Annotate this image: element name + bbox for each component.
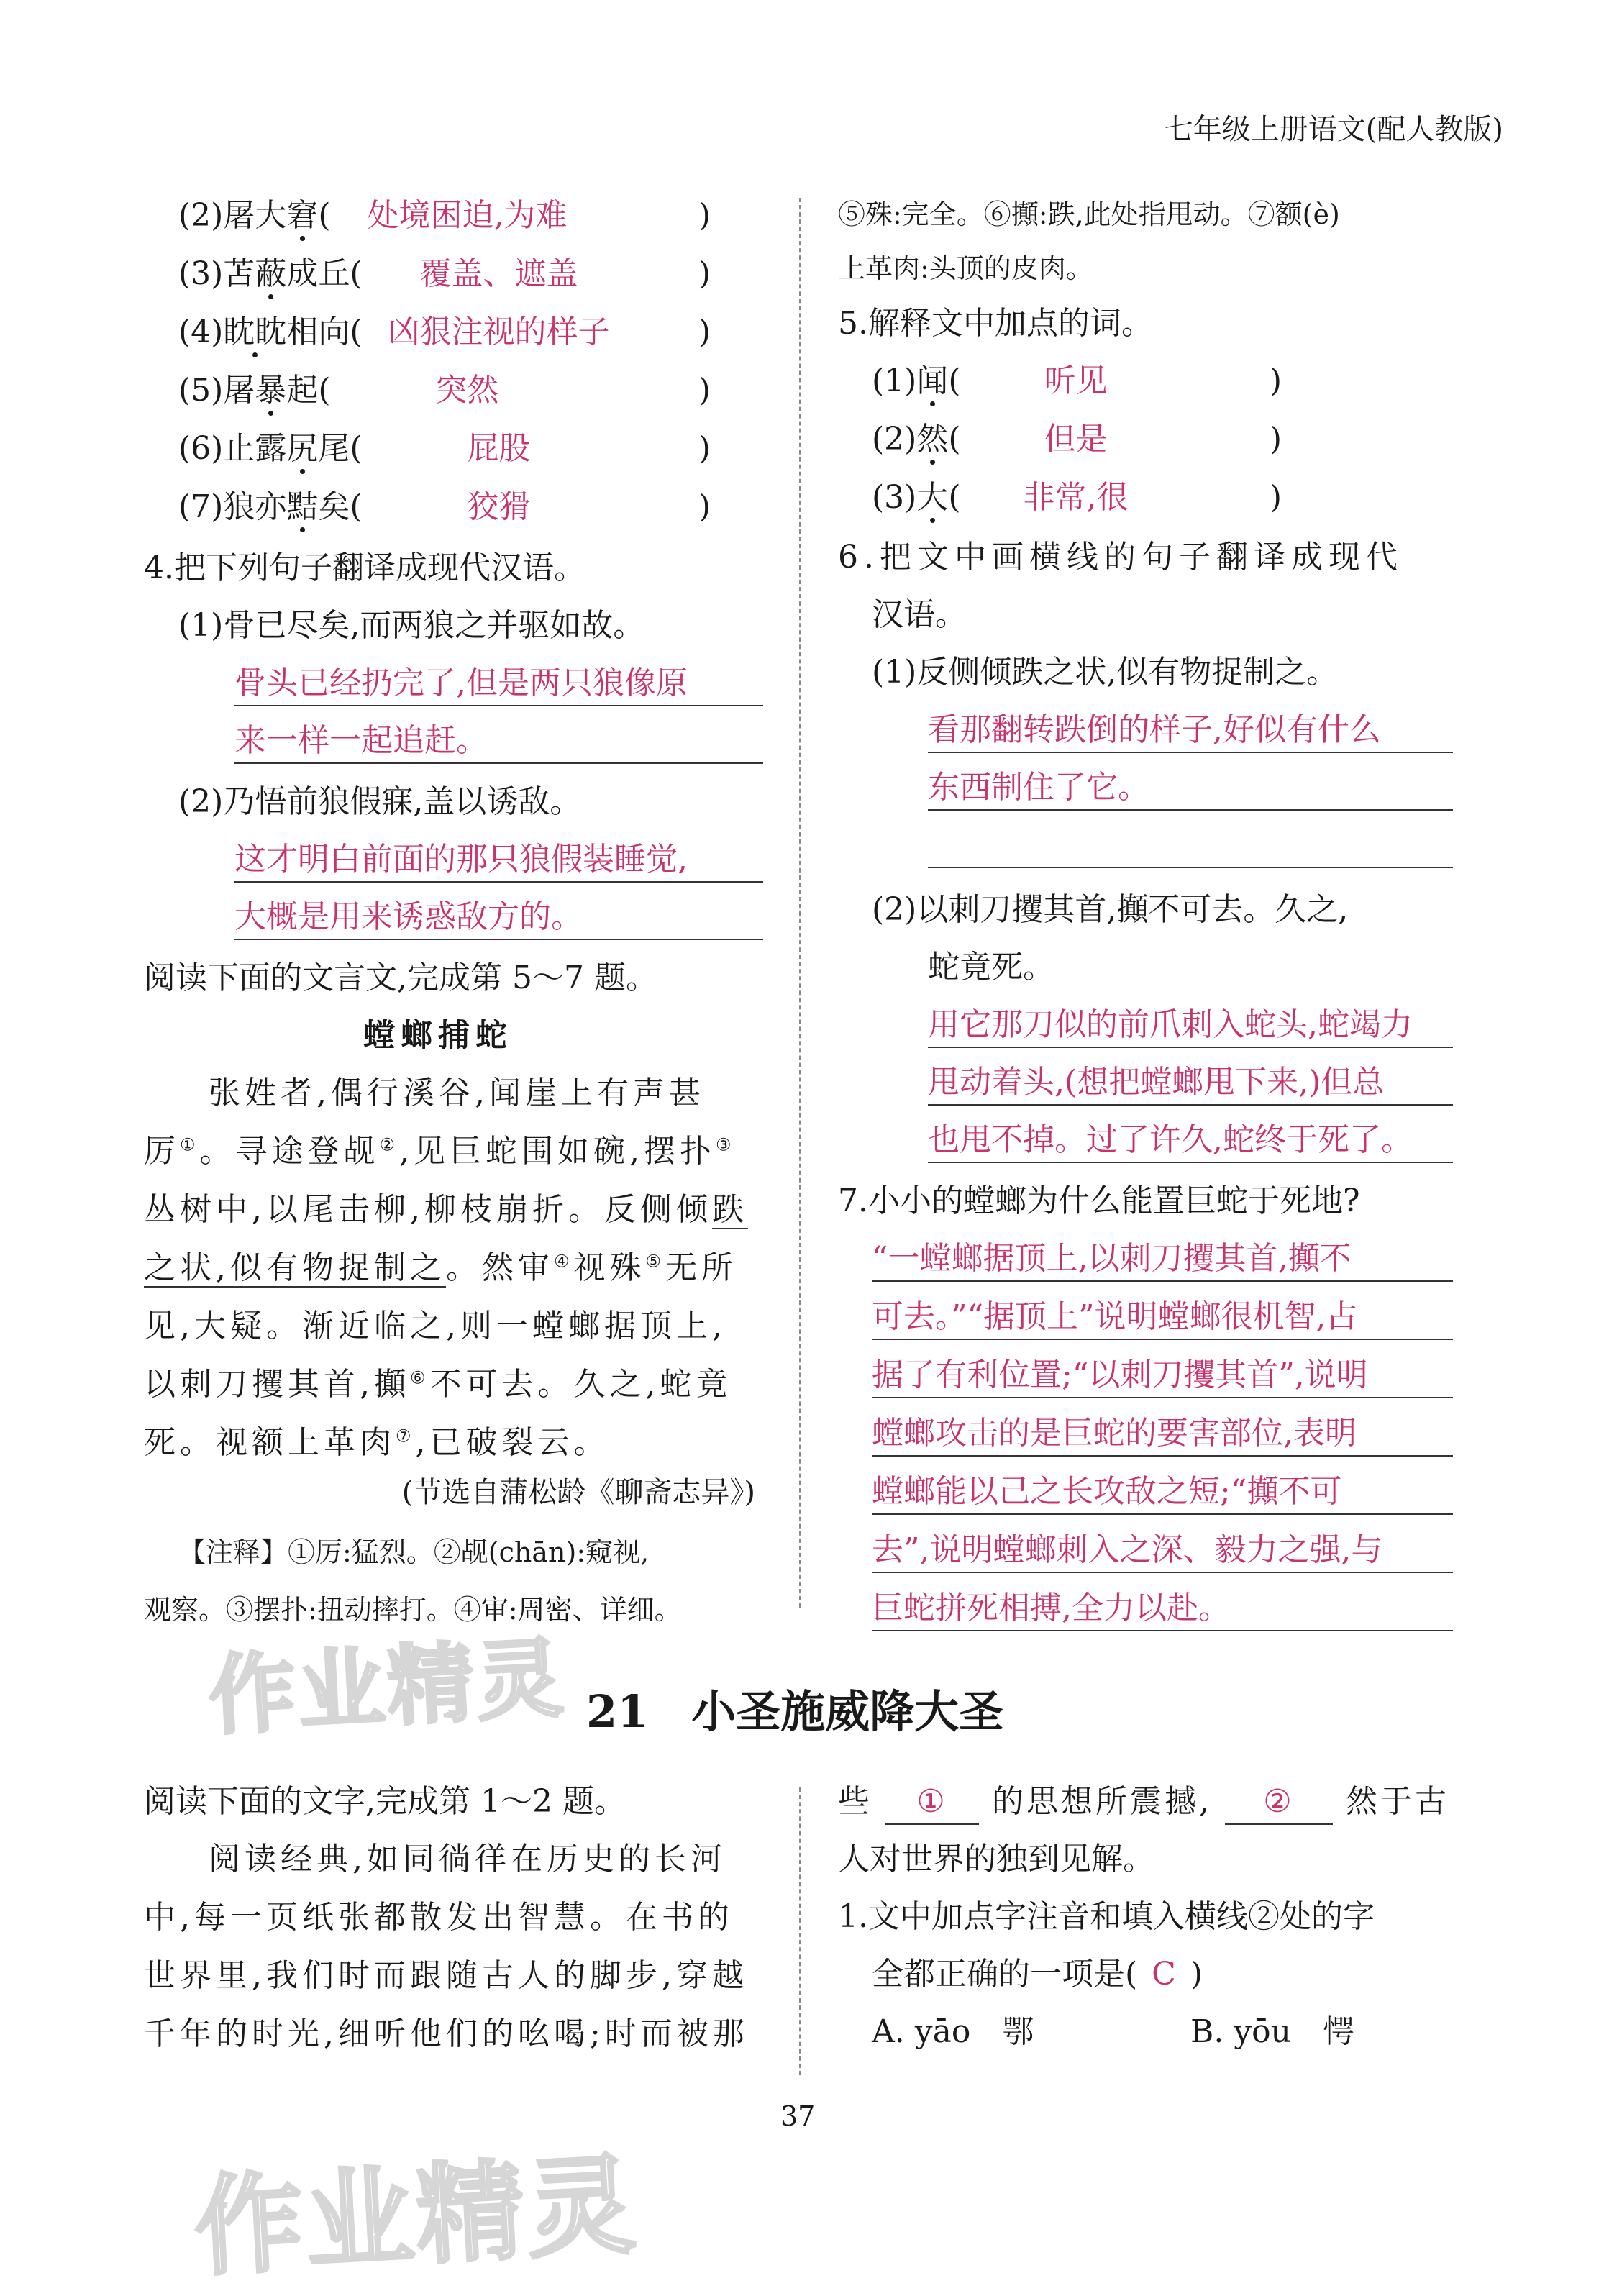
passage-char: 审 xyxy=(518,1249,554,1286)
q4-2-answer-line2: 大概是用来诱惑敌方的。 xyxy=(234,896,763,940)
passage-char: 裂 xyxy=(501,1424,538,1461)
passage-char: 见 xyxy=(414,1133,450,1170)
vocab-dotted-word: 黠 xyxy=(286,488,319,525)
q5-label: (2) xyxy=(872,421,917,457)
notes-cont-line2: 上革肉:头顶的皮肉。 xyxy=(838,252,1093,284)
passage-char: 跌 xyxy=(712,1191,748,1228)
bottom-passage-line: 世界里,我们时而跟随古人的脚步,穿越 xyxy=(144,1957,748,1994)
q6-title-line1: 6.把文中画横线的句子翻译成现代 xyxy=(838,539,1403,575)
close-paren: ) xyxy=(1269,363,1282,399)
q7-answer-line: 据了有利位置;“以刺刀攫其首”,说明 xyxy=(872,1354,1453,1398)
vocab-answer: 处境困迫,为难 xyxy=(367,197,568,234)
passage-char: 蛇 xyxy=(660,1366,696,1403)
passage-char: , xyxy=(216,1249,230,1286)
bottom-intro: 阅读下面的文字,完成第 1～2 题。 xyxy=(144,1783,626,1820)
q4-title: 4.把下列句子翻译成现代汉语。 xyxy=(144,550,585,586)
option-b[interactable]: B. yōu 愕 xyxy=(1190,2013,1354,2050)
passage-char: , xyxy=(629,1133,644,1170)
passage-char: , xyxy=(360,1366,374,1403)
vocab-prefix: (5)屠 xyxy=(178,372,255,409)
passage-char: 柳 xyxy=(374,1191,410,1228)
blank-1 xyxy=(885,1780,979,1825)
passage-char: 之 xyxy=(410,1308,446,1344)
passage-char: 见 xyxy=(144,1308,180,1344)
passage-line xyxy=(144,1421,610,1464)
q5-answer: 但是 xyxy=(1044,421,1108,457)
passage-char: 巨 xyxy=(450,1133,486,1170)
passage-char: 久 xyxy=(573,1366,610,1403)
passage-char: 中 xyxy=(216,1191,252,1228)
q5-item xyxy=(872,418,1282,461)
passage-char: 碗 xyxy=(593,1133,630,1170)
q5-label: (3) xyxy=(872,479,917,516)
passage-char: 革 xyxy=(324,1424,360,1461)
text: 然于古 xyxy=(1346,1783,1449,1820)
q7-answer-line: 螳螂攻击的是巨蛇的要害部位,表明 xyxy=(872,1412,1453,1457)
footnote-marker: ⑤ xyxy=(645,1251,666,1272)
vocab-prefix: (6)止露 xyxy=(178,430,287,467)
vocab-item xyxy=(178,486,711,529)
passage-char: 。 xyxy=(199,1133,236,1170)
vocab-answer: 凶狠注视的样子 xyxy=(388,314,610,350)
notes-cont-line1: ⑤殊:完全。⑥攧:跌,此处指甩动。⑦额(è) xyxy=(838,199,1340,230)
passage-line xyxy=(144,1130,736,1173)
passage-char: 崩 xyxy=(496,1191,532,1228)
passage-char: 然 xyxy=(482,1249,518,1286)
q4-1-answer-line2: 来一样一起追赶。 xyxy=(234,719,763,764)
passage-char: 之 xyxy=(609,1366,646,1403)
passage-char: 张 xyxy=(209,1075,245,1111)
vocab-dotted-word: 暴 xyxy=(255,372,287,409)
passage-char: 侧 xyxy=(640,1191,676,1228)
page-number: 37 xyxy=(780,2100,816,2132)
passage-char: 螂 xyxy=(568,1308,604,1344)
passage-char: 云 xyxy=(537,1424,574,1461)
vocab-answer: 突然 xyxy=(435,372,499,409)
footnote-marker: ⑦ xyxy=(396,1426,416,1447)
passage-char: 声 xyxy=(633,1075,669,1111)
passage-char: 。 xyxy=(446,1249,482,1286)
close-paren: ) xyxy=(1269,479,1282,516)
open-paren: ( xyxy=(318,197,331,234)
footnote-marker: ③ xyxy=(716,1134,736,1155)
passage-char: 寻 xyxy=(235,1133,272,1170)
passage-char: , xyxy=(180,1308,194,1344)
passage-char: 所 xyxy=(701,1249,738,1286)
vocab-suffix: 尾 xyxy=(318,430,350,467)
q5-answer: 听见 xyxy=(1044,363,1108,399)
passage-char: , xyxy=(399,1133,414,1170)
passage-char: 之 xyxy=(144,1249,180,1286)
passage-char: 反 xyxy=(604,1191,640,1228)
passage-char: , xyxy=(252,1191,266,1228)
q6-1-answer-line2: 东西制住了它。 xyxy=(928,766,1453,811)
passage-char: 树 xyxy=(180,1191,216,1228)
passage-char: 大 xyxy=(194,1308,230,1344)
close-paren: ) xyxy=(698,430,711,467)
vocab-suffix: 起 xyxy=(286,372,319,409)
close-paren: ) xyxy=(698,488,711,525)
passage-char: 死 xyxy=(144,1424,180,1461)
q5-label: (1) xyxy=(872,363,917,399)
passage-char: 之 xyxy=(410,1249,446,1286)
passage-char: 偶 xyxy=(331,1075,367,1111)
open-paren: ( xyxy=(350,430,363,467)
q7-answer-line: 螳螂能以己之长攻敌之短;“攧不可 xyxy=(872,1470,1453,1515)
passage-char: 行 xyxy=(367,1075,403,1111)
passage-char: 倾 xyxy=(676,1191,712,1228)
passage-line xyxy=(144,1247,737,1290)
vocab-answer: 狡猾 xyxy=(467,488,531,525)
passage-char: , xyxy=(316,1075,331,1111)
passage-char: 不 xyxy=(429,1366,466,1403)
passage-char: 物 xyxy=(302,1249,338,1286)
vocab-dotted-word: 眈眈 xyxy=(223,314,287,350)
passage-char: 觇 xyxy=(343,1133,380,1170)
passage-char: 无 xyxy=(665,1249,702,1286)
q6-2-answer-line3: 也甩不掉。过了许久,蛇终于死了。 xyxy=(928,1119,1453,1163)
q1-line2 xyxy=(872,1953,1203,1996)
section-heading xyxy=(586,1683,1003,1741)
close-paren: ) xyxy=(1269,421,1282,457)
passage-line xyxy=(144,1305,726,1348)
vocab-item xyxy=(178,427,711,470)
passage-char: 有 xyxy=(266,1249,302,1286)
passage-char: 顶 xyxy=(640,1308,676,1344)
passage-char: , xyxy=(446,1308,460,1344)
passage-char: 如 xyxy=(557,1133,594,1170)
open-paren: ( xyxy=(350,314,363,350)
q4-2-sentence: (2)乃悟前狼假寐,盖以诱敌。 xyxy=(178,783,582,820)
passage-char: 。 xyxy=(568,1191,604,1228)
passage-char: 捉 xyxy=(338,1249,374,1286)
option-a[interactable]: A. yāo 鄂 xyxy=(872,2013,1034,2050)
passage-char: 临 xyxy=(374,1308,410,1344)
q6-1-answer-line1: 看那翻转跌倒的样子,好似有什么 xyxy=(928,709,1453,753)
bottom-right-line1 xyxy=(838,1780,1449,1825)
passage-char: 据 xyxy=(604,1308,640,1344)
vocab-prefix: (3)苫 xyxy=(178,255,255,292)
q7-answer-line: 巨蛇拼死相搏,全力以赴。 xyxy=(872,1587,1453,1631)
passage-char: 闻 xyxy=(489,1075,525,1111)
passage-char: 扑 xyxy=(680,1133,716,1170)
passage-char: 则 xyxy=(460,1308,496,1344)
passage-char: 竟 xyxy=(696,1366,732,1403)
passage-char: 可 xyxy=(465,1366,502,1403)
close-paren: ) xyxy=(698,197,711,234)
passage-char: 登 xyxy=(307,1133,344,1170)
section-title: 小圣施威降大圣 xyxy=(691,1685,1004,1738)
vocab-answer: 覆盖、遮盖 xyxy=(419,255,578,292)
q5-dotted-word: 大 xyxy=(916,479,949,516)
vocab-suffix: 成丘 xyxy=(286,255,350,292)
passage-char: 刀 xyxy=(216,1366,252,1403)
close-paren: ) xyxy=(698,255,711,292)
close-paren: ) xyxy=(698,372,711,409)
passage-char: 溪 xyxy=(403,1075,439,1111)
page-header: 七年级上册语文(配人教版) xyxy=(1164,113,1503,146)
passage-char: 刺 xyxy=(180,1366,216,1403)
passage-char: 攧 xyxy=(374,1366,410,1403)
passage-char: 柳 xyxy=(424,1191,460,1228)
q7-answer-line: 可去。”“据顶上”说明螳螂很机智,占 xyxy=(872,1295,1453,1340)
passage-source: (节选自蒲松龄《聊斋志异》) xyxy=(401,1476,755,1509)
q5-item xyxy=(872,476,1282,519)
q5-dotted-word: 然 xyxy=(916,421,949,457)
passage-char: 有 xyxy=(597,1075,633,1111)
open-paren: ( xyxy=(948,421,961,457)
passage-char: 途 xyxy=(271,1133,308,1170)
passage-char: 上 xyxy=(288,1424,324,1461)
notes-line1: 【注释】①厉:猛烈。②觇(chān):窥视, xyxy=(178,1536,650,1568)
q1-line1: 1.文中加点字注音和填入横线②处的字 xyxy=(838,1898,1375,1935)
vocab-item xyxy=(178,252,711,296)
q7-answer-line: “一螳螂据顶上,以刺刀攫其首,攧不 xyxy=(872,1237,1453,1282)
passage-char: 攫 xyxy=(252,1366,288,1403)
passage-char: 姓 xyxy=(245,1075,281,1111)
vocab-item xyxy=(178,311,711,354)
blank-2-label: ② xyxy=(1263,1783,1295,1820)
passage-char: 。 xyxy=(573,1424,610,1461)
passage-title: 螳螂捕蛇 xyxy=(363,1017,513,1054)
passage-char: 蛇 xyxy=(486,1133,522,1170)
passage-char: 上 xyxy=(561,1075,597,1111)
passage-char: 状 xyxy=(180,1249,216,1286)
passage-char: 以 xyxy=(144,1366,180,1403)
passage-char: 厉 xyxy=(144,1133,180,1170)
q4-1-sentence: (1)骨已尽矣,而两狼之并驱如故。 xyxy=(178,607,645,644)
passage-char: 尾 xyxy=(302,1191,338,1228)
q7-title: 7.小小的螳螂为什么能置巨蛇于死地? xyxy=(838,1183,1360,1219)
passage-char: 疑 xyxy=(230,1308,266,1344)
q1-answer: C xyxy=(1152,1956,1176,1992)
footnote-marker: ⑥ xyxy=(410,1367,430,1388)
open-paren: ( xyxy=(948,363,961,399)
passage-char: 一 xyxy=(496,1308,532,1344)
passage-line xyxy=(144,1363,732,1406)
passage-char: 制 xyxy=(374,1249,410,1286)
passage-char: 渐 xyxy=(302,1308,338,1344)
passage-line xyxy=(144,1188,748,1231)
passage-char: 肉 xyxy=(360,1424,396,1461)
q5-answer: 非常,很 xyxy=(1023,479,1129,516)
bottom-right-line2: 人对世界的独到见解。 xyxy=(838,1841,1154,1877)
passage-char: 以 xyxy=(266,1191,302,1228)
passage-char: 额 xyxy=(252,1424,288,1461)
passage-char: 。 xyxy=(266,1308,302,1344)
vocab-item xyxy=(178,369,711,412)
blank-1-label: ① xyxy=(916,1783,948,1820)
vocab-dotted-word: 尻 xyxy=(286,430,319,467)
passage-char: 首 xyxy=(324,1366,360,1403)
text: ) xyxy=(1190,1956,1203,1992)
passage-char: 摆 xyxy=(644,1133,680,1170)
footnote-marker: ① xyxy=(180,1134,200,1155)
q5-title: 5.解释文中加点的词。 xyxy=(838,305,1153,342)
passage-char: 螳 xyxy=(532,1308,568,1344)
passage-char: 去 xyxy=(501,1366,538,1403)
passage-char: , xyxy=(410,1191,424,1228)
passage-char: 破 xyxy=(465,1424,502,1461)
vocab-dotted-word: 窘 xyxy=(286,197,319,234)
footnote-marker: ④ xyxy=(554,1251,574,1272)
passage-char: , xyxy=(475,1075,489,1111)
passage-char: , xyxy=(712,1308,726,1344)
q5-item xyxy=(872,360,1282,403)
close-paren: ) xyxy=(698,314,711,350)
q7-answer-line: 去”,说明螳螂刺入之深、毅力之强,与 xyxy=(872,1529,1453,1573)
text: 的思想所震撼, xyxy=(992,1783,1212,1820)
passage-char: 殊 xyxy=(609,1249,646,1286)
watermark-logo: 作业精灵 xyxy=(206,1628,568,1747)
passage-line xyxy=(209,1072,705,1115)
passage-char: 上 xyxy=(676,1308,712,1344)
vocab-prefix: (7)狼亦 xyxy=(178,488,287,525)
open-paren: ( xyxy=(318,372,331,409)
bottom-passage-line: 中,每一页纸张都散发出智慧。在书的 xyxy=(144,1899,734,1936)
passage-char: 。 xyxy=(537,1366,574,1403)
section-number: 21 xyxy=(586,1685,649,1738)
q6-2-sentence-line2: 蛇竟死。 xyxy=(928,949,1054,985)
open-paren: ( xyxy=(350,488,363,525)
vocab-prefix: (2)屠大 xyxy=(178,197,287,234)
q6-title-line2: 汉语。 xyxy=(872,596,967,633)
passage-char: 丛 xyxy=(144,1191,180,1228)
text: 些 xyxy=(838,1783,872,1820)
passage-char: 崖 xyxy=(525,1075,561,1111)
passage-char: 其 xyxy=(288,1366,324,1403)
column-divider xyxy=(799,198,801,1608)
passage-char: 枝 xyxy=(460,1191,496,1228)
q4-2-answer-line1: 这才明白前面的那只狼假装睡觉, xyxy=(234,838,763,883)
vocab-answer: 屁股 xyxy=(467,430,531,467)
column-divider-bottom xyxy=(799,1787,801,2075)
passage-char: 已 xyxy=(429,1424,466,1461)
passage-char: , xyxy=(645,1366,660,1403)
q4-1-answer-line1: 骨头已经扔完了,但是两只狼像原 xyxy=(234,662,763,706)
q6-1-answer-blank-line xyxy=(928,824,1453,868)
reading-intro: 阅读下面的文言文,完成第 5～7 题。 xyxy=(144,960,657,996)
q6-2-sentence-line1: (2)以刺刀攫其首,攧不可去。久之, xyxy=(872,891,1349,928)
notes-line2: 观察。③摆扑:扭动摔打。④审:周密、详细。 xyxy=(144,1594,682,1626)
watermark-logo-bottom: 作业精灵 xyxy=(191,2142,641,2291)
passage-char: 视 xyxy=(216,1424,252,1461)
passage-char: 近 xyxy=(338,1308,374,1344)
vocab-suffix: 相向 xyxy=(286,314,350,350)
text: 全都正确的一项是( xyxy=(872,1956,1138,1992)
bottom-passage-line: 阅读经典,如同徜徉在历史的长河 xyxy=(209,1841,726,1877)
q6-2-answer-line2: 甩动着头,(想把螳螂甩下来,)但总 xyxy=(928,1061,1453,1106)
bottom-passage-line: 千年的时光,细听他们的吆喝;时而被那 xyxy=(144,2015,749,2052)
passage-char: 。 xyxy=(180,1424,216,1461)
blank-2 xyxy=(1225,1780,1333,1825)
passage-char: 者 xyxy=(281,1075,316,1111)
q6-1-sentence: (1)反侧倾跌之状,似有物捉制之。 xyxy=(872,654,1339,691)
passage-char: 谷 xyxy=(439,1075,475,1111)
passage-char: 折 xyxy=(532,1191,568,1228)
passage-char: 视 xyxy=(573,1249,610,1286)
passage-char: , xyxy=(415,1424,430,1461)
q5-dotted-word: 闻 xyxy=(916,363,949,399)
vocab-prefix: (4) xyxy=(178,314,224,350)
open-paren: ( xyxy=(350,255,363,292)
vocab-dotted-word: 蔽 xyxy=(255,255,287,292)
q6-2-answer-line1: 用它那刀似的前爪刺入蛇头,蛇竭力 xyxy=(928,1003,1453,1048)
passage-char: 击 xyxy=(338,1191,374,1228)
vocab-item xyxy=(178,194,711,237)
passage-char: 甚 xyxy=(669,1075,705,1111)
footnote-marker: ② xyxy=(379,1134,400,1155)
passage-char: 围 xyxy=(521,1133,558,1170)
open-paren: ( xyxy=(948,479,961,516)
vocab-suffix: 矣 xyxy=(318,488,350,525)
passage-char: 似 xyxy=(230,1249,266,1286)
